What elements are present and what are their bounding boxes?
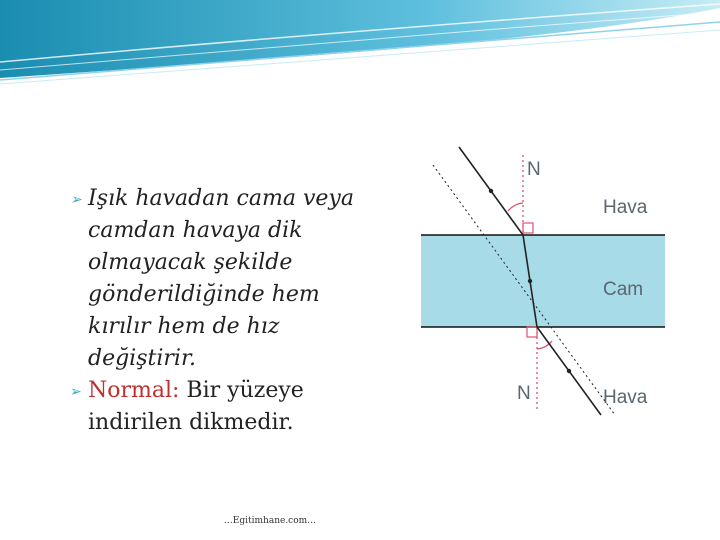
bullet-line: olmayacak şekilde — [88, 250, 293, 275]
bullet-line — [88, 375, 370, 407]
normal-term: Normal: — [88, 378, 180, 403]
bullet-arrow-icon: ➢ — [70, 192, 82, 208]
bullet-line: gönderildiğinde hem — [88, 282, 320, 307]
medium-label-middle: Cam — [603, 279, 644, 300]
ray-arrow-dot — [567, 369, 571, 373]
refraction-figure — [421, 143, 665, 419]
footer-source: …Egitimhane.com… — [223, 516, 317, 526]
bullet-line: indirilen dikmedir. — [88, 410, 294, 435]
normal-label-top: N — [527, 159, 541, 180]
ray-arrow-dot — [528, 279, 532, 283]
medium-label-top: Hava — [603, 197, 648, 218]
header-wave-decoration — [0, 0, 720, 90]
normal-label-bottom: N — [517, 383, 531, 404]
medium-label-bottom: Hava — [603, 387, 648, 408]
ray-arrow-dot — [489, 189, 493, 193]
bullet-line: camdan havaya dik — [88, 218, 303, 243]
bullet-item — [70, 375, 370, 439]
bullet-line: değiştirir. — [88, 346, 197, 371]
bullet-line: kırılır hem de hız — [88, 314, 280, 339]
bullet-list — [70, 183, 370, 439]
bullet-item — [70, 183, 370, 375]
bullet-line: Işık havadan cama veya — [88, 186, 354, 211]
bullet-arrow-icon: ➢ — [70, 384, 82, 400]
normal-definition-start: Bir yüzeye — [179, 378, 304, 403]
